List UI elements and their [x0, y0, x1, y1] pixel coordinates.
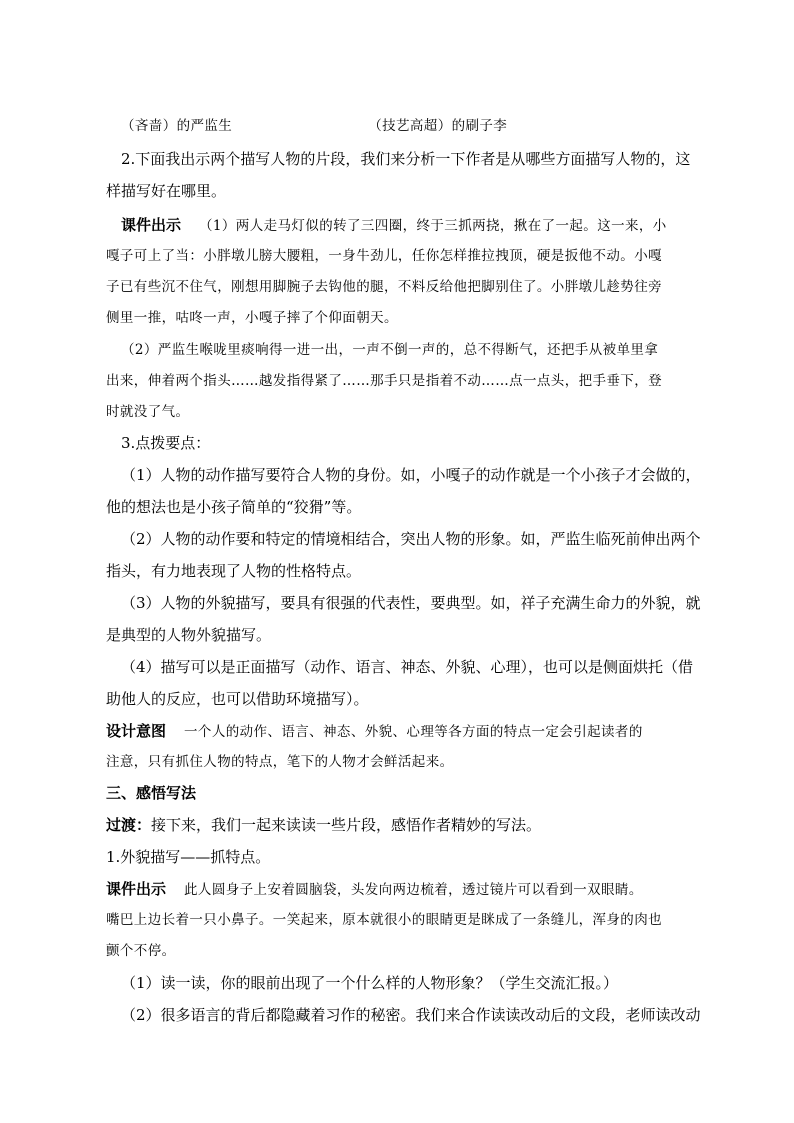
point-1-line-2: 他的想法也是小孩子简单的“狡猾”等。 [106, 498, 362, 516]
design-intent-line-2: 注意，只有抓住人物的特点，笔下的人物才会鲜活起来。 [106, 754, 454, 770]
excerpt-2-line-2: 出来，伸着两个指头……越发指得紧了……那手只是指着不动……点一点头，把手垂下，登 [106, 373, 662, 389]
point-1-line-1: （1）人物的动作描写要符合人物的身份。如，小嘎子的动作就是一个小孩子才会做的， [121, 466, 701, 484]
transition-text: 接下来，我们一起来读读一些片段，感悟作者精妙的写法。 [151, 816, 542, 834]
character-labels-line [121, 116, 507, 136]
point-3-line-2: 是典型的人物外貌描写。 [106, 626, 272, 644]
excerpt-1-line-2: 嘎子可上了当：小胖墩儿膀大腰粗，一身牛劲儿，任你怎样推拉拽顶，硬是扳他不动。小嘎 [106, 248, 662, 264]
transition-label: 过渡： [106, 816, 152, 834]
courseware-label: 课件出示 [121, 216, 182, 234]
design-intent-label: 设计意图 [106, 722, 167, 740]
activity-2-line: （2）很多语言的背后都隐藏着习作的秘密。我们来合作读读改动后的文段，老师读改动 [121, 1006, 701, 1024]
section-3-heading: 三、感悟写法 [106, 784, 197, 802]
excerpt-2-line-3: 时就没了气。 [106, 404, 190, 420]
excerpt-1-line-1: （1）两人走马灯似的转了三四圈，终于三抓两挠，揪在了一起。这一来，小 [199, 218, 667, 234]
key-points-heading: 3.点拨要点： [121, 434, 211, 452]
appearance-heading: 1.外貌描写——抓特点。 [106, 848, 271, 866]
design-intent-text: 一个人的动作、语言、神态、外貌、心理等各方面的特点一定会引起读者的 [184, 724, 643, 740]
question-2-line-1: 2.下面我出示两个描写人物的片段，我们来分析一下作者是从哪些方面描写人物的，这 [121, 150, 691, 168]
miser-yan-label: （吝啬）的严监生 [121, 118, 233, 134]
point-4-line-1: （4）描写可以是正面描写（动作、语言、神态、外貌、心理），也可以是侧面烘托（借 [121, 658, 694, 676]
excerpt-1-line-4: 侧里一推，咕咚一声，小嘎子摔了个仰面朝天。 [106, 310, 398, 326]
point-2-line-2: 指头，有力地表现了人物的性格特点。 [106, 562, 362, 580]
excerpt-1-line-3: 子已有些沉不住气，刚想用脚腕子去钩他的腿，不料反给他把脚别住了。小胖墩儿趁势往旁 [106, 279, 662, 295]
excerpt-3-line-3: 颤个不停。 [106, 943, 176, 959]
excerpt-3-line-2: 嘴巴上边长着一只小鼻子。一笑起来，原本就很小的眼睛更是眯成了一条缝儿，浑身的肉也 [106, 912, 662, 928]
courseware-label-2: 课件出示 [106, 880, 167, 898]
point-4-line-2: 助他人的反应，也可以借助环境描写）。 [106, 690, 369, 708]
courseware-display-1 [121, 215, 667, 236]
point-2-line-1: （2）人物的动作要和特定的情境相结合，突出人物的形象。如，严监生临死前伸出两个 [121, 530, 701, 548]
excerpt-3-line-1: 此人圆身子上安着圆脑袋，头发向两边梳着，透过镜片可以看到一双眼睛。 [184, 882, 643, 898]
transition-line [106, 815, 541, 835]
activity-1-line: （1）读一读，你的眼前出现了一个什么样的人物形象？（学生交流汇报。） [121, 974, 619, 992]
brush-li-label: （技艺高超）的刷子李 [368, 118, 508, 134]
excerpt-2-line-1: （2）严监生喉咙里痰响得一进一出，一声不倒一声的，总不得断气，还把手从被单里拿 [121, 342, 659, 358]
point-3-line-1: （3）人物的外貌描写，要具有很强的代表性，要典型。如，祥子充满生命力的外貌，就 [121, 594, 701, 612]
question-2-line-2: 样描写好在哪里。 [106, 182, 227, 200]
design-intent-line-1 [106, 721, 643, 742]
courseware-display-2 [106, 879, 643, 900]
